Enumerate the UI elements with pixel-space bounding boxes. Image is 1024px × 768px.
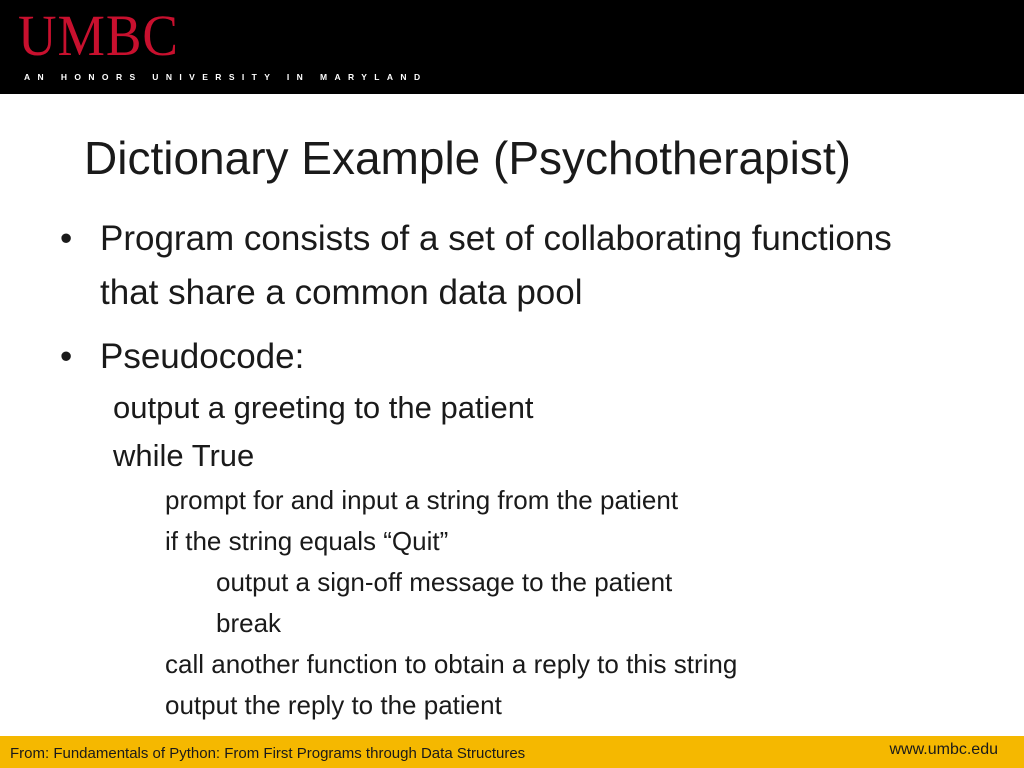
pseudocode-line: output the reply to the patient: [165, 690, 502, 720]
pseudocode-line: call another function to obtain a reply to this string: [165, 649, 738, 679]
bullet-dot-icon: •: [60, 337, 73, 376]
footer-bar: [0, 736, 1024, 768]
bullet-text: Pseudocode:: [100, 337, 305, 376]
pseudocode-line: output a sign-off message to the patient: [216, 567, 673, 597]
bullet-dot-icon: •: [60, 219, 73, 258]
source-citation: From: Fundamentals of Python: From First Programs through Data Structures: [10, 745, 526, 762]
pseudocode-line: output a greeting to the patient: [113, 390, 534, 425]
bullet-item: [60, 212, 920, 320]
pseudocode-line: prompt for and input a string from the patient: [165, 485, 679, 515]
header-bar: [0, 0, 1024, 94]
bullet-text: Program consists of a set of collaborating functions that share a common data pool: [100, 219, 892, 312]
website-link[interactable]: www.umbc.edu: [889, 741, 998, 758]
pseudocode-line: break: [216, 608, 282, 638]
slide-title: Dictionary Example (Psychotherapist): [84, 132, 851, 184]
pseudocode-line: while True: [113, 438, 255, 473]
bullet-item: [60, 330, 920, 384]
pseudocode-line: if the string equals “Quit”: [165, 526, 449, 556]
university-tagline: AN HONORS UNIVERSITY IN MARYLAND: [24, 72, 428, 82]
umbc-logo: UMBC: [18, 3, 179, 68]
